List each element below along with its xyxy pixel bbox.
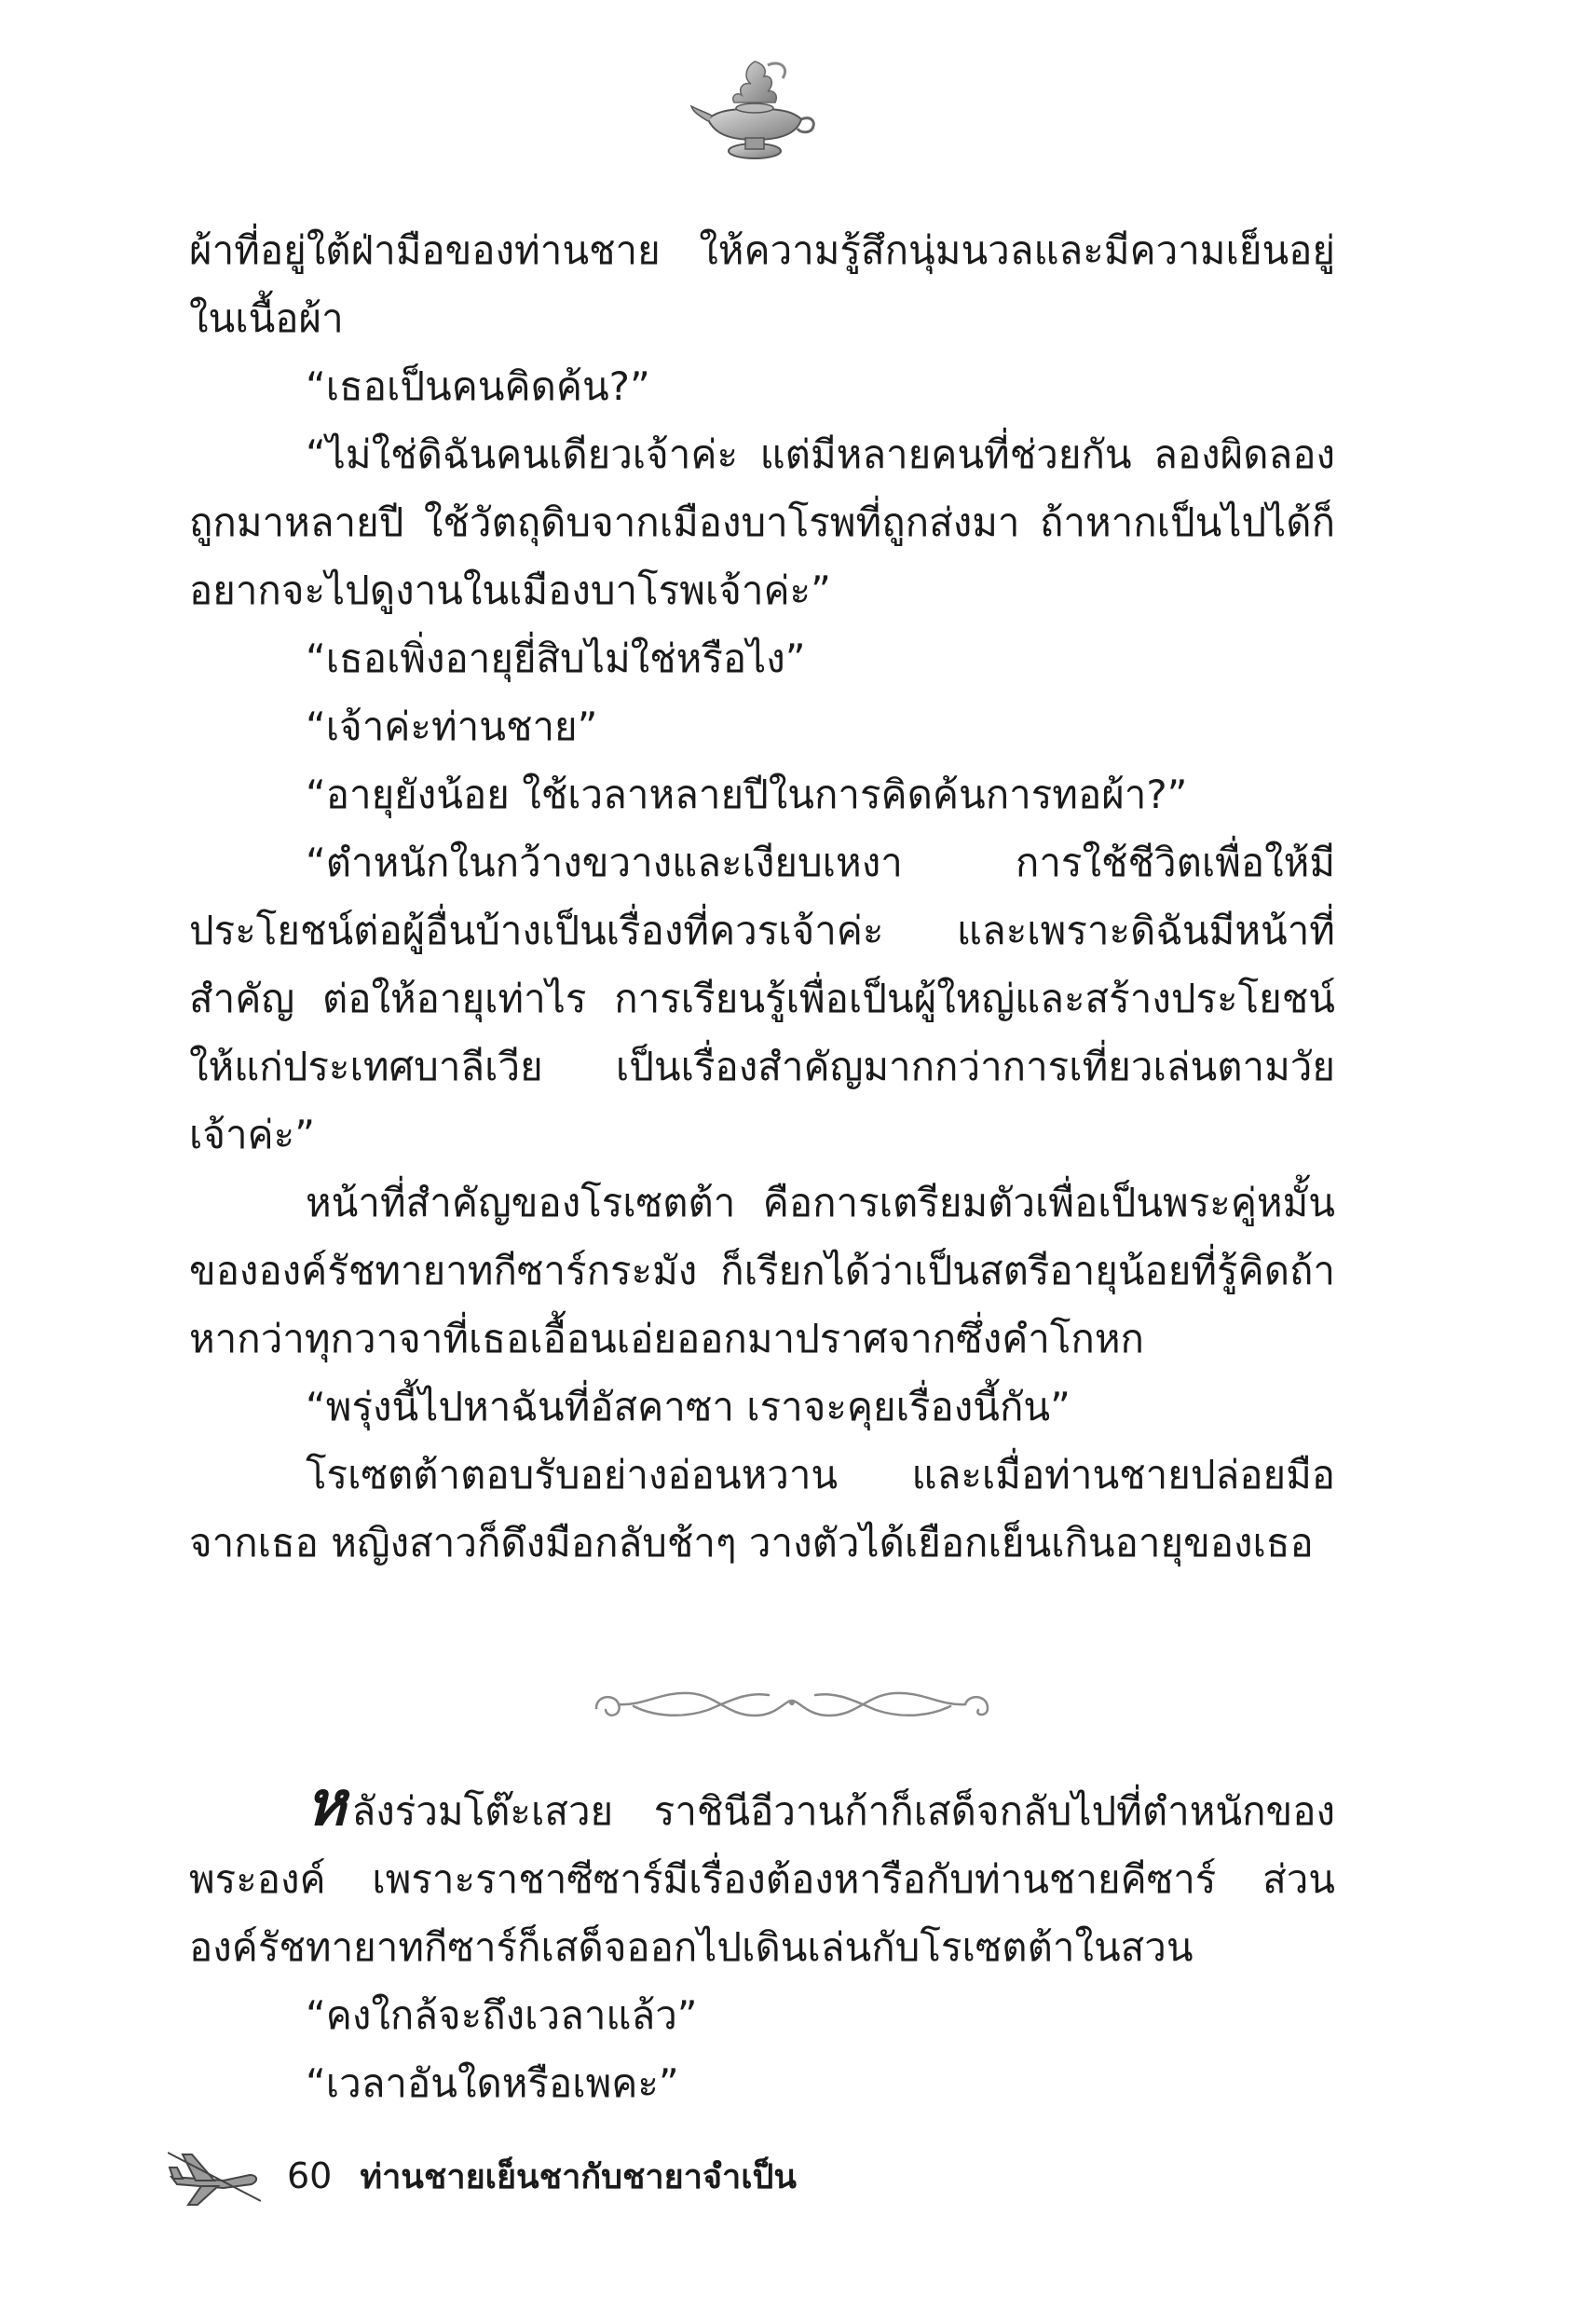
paragraph: “ไม่ใช่ดิฉันคนเดียวเจ้าค่ะ แต่มีหลายคนที่ช่วยกัน ลองผิดลองถูกมาหลายปี ใช้วัตถุดิบจากเมืองบาโรพที่ถูกส่งมา ถ้าหากเป็นไปได้ก็อยากจะไปดูงานในเมืองบาโรพเจ้าค่ะ” bbox=[189, 431, 1335, 613]
paragraph-text: ลังร่วมโต๊ะเสวย ราชินีอีวานก้าก็เสด็จกลับไปที่ตำหนักของพระองค์ เพราะราชาซีซาร์มีเรื่องต้องหารือกับท่านชายคีซาร์ ส่วนองค์รัชทายาทกีซาร์ก็เสด็จออกไปเดินเล่นกับโรเซตต้าในสวน bbox=[189, 1788, 1335, 1970]
paragraph: “เธอเป็นคนคิดค้น?” bbox=[306, 363, 650, 409]
drop-cap: ห bbox=[306, 1767, 347, 1839]
paragraph: “ตำหนักในกว้างขวางและเงียบเหงา การใช้ชีวิตเพื่อให้มีประโยชน์ต่อผู้อื่นบ้างเป็นเรื่องที่ควรเจ้าค่ะ และเพราะดิฉันมีหน้าที่สำคัญ ต่อให้อายุเท่าไร การเรียนรู้เพื่อเป็นผู้ใหญ่และสร้างประโยชน์ให้แก่ประเทศบาลีเวีย เป็นเรื่องสำคัญมากกว่าการเที่ยวเล่นตามวัยเจ้าค่ะ” bbox=[189, 840, 1335, 1157]
page-number: 60 bbox=[287, 2155, 333, 2196]
paragraph: “เวลาอันใดหรือเพคะ” bbox=[306, 2060, 679, 2106]
paragraph: หน้าที่สำคัญของโรเซตต้า คือการเตรียมตัวเพื่อเป็นพระคู่หมั้นขององค์รัชทายาทกีซาร์กระมัง ก็เรียกได้ว่าเป็นสตรีอายุน้อยที่รู้คิดถ้าหากว่าทุกวาจาที่เธอเอื้อนเอ่ยออกมาปราศจากซึ่งคำโกหก bbox=[189, 1180, 1335, 1361]
page-footer bbox=[168, 2143, 797, 2208]
paragraph: “เจ้าค่ะท่านชาย” bbox=[306, 704, 598, 749]
book-title: ท่านชายเย็นชากับชายาจำเป็น bbox=[360, 2157, 797, 2196]
flourish-divider bbox=[578, 1673, 1006, 1738]
paragraph: “เธอเพิ่งอายุยี่สิบไม่ใช่หรือไง” bbox=[306, 636, 806, 681]
paragraph: “พรุ่งนี้ไปหาฉันที่อัสคาซา เราจะคุยเรื่องนี้กัน” bbox=[306, 1384, 1071, 1429]
airplane-icon bbox=[168, 2143, 261, 2208]
genie-lamp-icon bbox=[689, 54, 820, 166]
paragraph: “อายุยังน้อย ใช้เวลาหลายปีในการคิดค้นการทอผ้า?” bbox=[306, 772, 1188, 817]
body-text bbox=[189, 216, 1335, 1577]
section-two bbox=[189, 1767, 1335, 2117]
section-first-paragraph bbox=[189, 1767, 1335, 1981]
paragraph: โรเซตต้าตอบรับอย่างอ่อนหวาน และเมื่อท่านชายปล่อยมือจากเธอ หญิงสาวก็ดึงมือกลับช้าๆ วางตัวได้เยือกเย็นเกินอายุของเธอ bbox=[189, 1452, 1335, 1566]
paragraph: ผ้าที่อยู่ใต้ฝ่ามือของท่านชาย ให้ความรู้สึกนุ่มนวลและมีความเย็นอยู่ในเนื้อผ้า bbox=[189, 227, 1335, 341]
paragraph: “คงใกล้จะถึงเวลาแล้ว” bbox=[306, 1992, 698, 2038]
